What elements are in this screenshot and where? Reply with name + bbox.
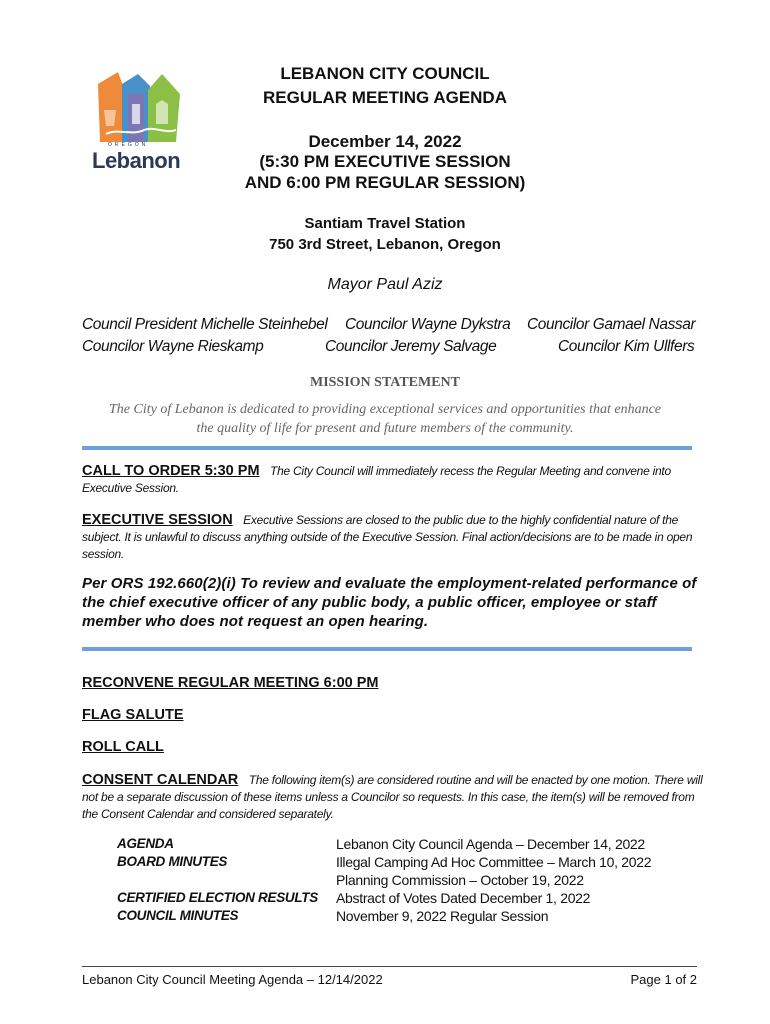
council-member: Councilor Wayne Rieskamp <box>82 338 264 355</box>
ors-statement <box>82 574 697 631</box>
council-member: Councilor Kim Ullfers <box>558 338 695 355</box>
mayor-name: Mayor Paul Aziz <box>327 276 443 293</box>
section-divider <box>82 446 692 450</box>
mission-line-1: The City of Lebanon is dedicated to providing exceptional services and opportunities that enhance <box>109 402 661 417</box>
consent-item-value: Planning Commission – October 19, 2022 <box>336 872 584 888</box>
session-line-2: AND 6:00 PM REGULAR SESSION) <box>244 173 526 192</box>
footer-rule <box>82 966 697 967</box>
session-line-1: (5:30 PM EXECUTIVE SESSION <box>259 152 511 171</box>
consent-calendar-title: CONSENT CALENDAR <box>82 772 239 788</box>
consent-calendar-desc: The following item(s) are considered routine and will be enacted by one motion. There will <box>248 773 703 787</box>
mission-line-2: the quality of life for present and future members of the community. <box>196 421 574 436</box>
consent-calendar-desc-2: not be a separate discussion of these items unless a Councilor so requests. In this case, the item(s) will be removed from <box>82 790 695 804</box>
executive-session-section <box>82 511 697 563</box>
executive-session-title: EXECUTIVE SESSION <box>82 512 233 528</box>
logo-wordmark: Lebanon <box>92 148 181 173</box>
executive-session-desc-3: session. <box>82 547 125 561</box>
ors-line-2: the chief executive officer of any public body, a public officer, employee or staff <box>82 594 657 611</box>
reconvene-title: RECONVENE REGULAR MEETING 6:00 PM <box>82 675 379 691</box>
consent-item-label: CERTIFIED ELECTION RESULTS <box>117 890 318 905</box>
consent-item-value: Abstract of Votes Dated December 1, 2022 <box>336 890 591 906</box>
council-member: Council President Michelle Steinhebel <box>82 316 328 333</box>
page-number: Page 1 of 2 <box>630 972 697 987</box>
call-to-order-title: CALL TO ORDER 5:30 PM <box>82 463 260 479</box>
consent-item-label: AGENDA <box>117 836 174 851</box>
call-to-order-desc-cont: Executive Session. <box>82 481 179 495</box>
section-divider <box>82 647 692 651</box>
consent-item-value: Lebanon City Council Agenda – December 14, 2022 <box>336 836 645 852</box>
footer-title: Lebanon City Council Meeting Agenda – 12/14/2022 <box>82 972 383 987</box>
consent-calendar-section <box>82 771 707 823</box>
call-to-order-desc: The City Council will immediately recess the Regular Meeting and convene into <box>269 464 671 478</box>
logo-state: OREGON <box>108 142 149 148</box>
venue-address: 750 3rd Street, Lebanon, Oregon <box>269 236 501 253</box>
consent-item-label: COUNCIL MINUTES <box>117 908 239 923</box>
title-line-1: LEBANON CITY COUNCIL <box>280 64 490 83</box>
roll-call-title: ROLL CALL <box>82 739 164 755</box>
council-member: Councilor Wayne Dykstra <box>345 316 511 333</box>
call-to-order-section <box>82 462 697 497</box>
title-line-2: REGULAR MEETING AGENDA <box>263 88 507 107</box>
flag-salute-title: FLAG SALUTE <box>82 707 184 723</box>
consent-item-value: Illegal Camping Ad Hoc Committee – March 10, 2022 <box>336 854 652 870</box>
mission-title: MISSION STATEMENT <box>309 375 460 390</box>
ors-line-1: Per ORS 192.660(2)(i) To review and evaluate the employment-related performance of <box>82 575 697 592</box>
executive-session-desc: Executive Sessions are closed to the public due to the highly confidential nature of the <box>243 513 679 527</box>
consent-item-value: November 9, 2022 Regular Session <box>336 908 549 924</box>
consent-calendar-desc-3: the Consent Calendar and considered separately. <box>82 807 334 821</box>
venue-name: Santiam Travel Station <box>304 215 466 232</box>
executive-session-desc-2: subject. It is unlawful to discuss anything outside of the Executive Session. Final action/decisions are to be made in open <box>82 530 693 544</box>
council-member: Councilor Jeremy Salvage <box>325 338 497 355</box>
council-member: Councilor Gamael Nassar <box>527 316 696 333</box>
ors-line-3: member who does not request an open hearing. <box>82 613 429 630</box>
consent-item-label: BOARD MINUTES <box>117 854 228 869</box>
meeting-date: December 14, 2022 <box>308 132 462 151</box>
